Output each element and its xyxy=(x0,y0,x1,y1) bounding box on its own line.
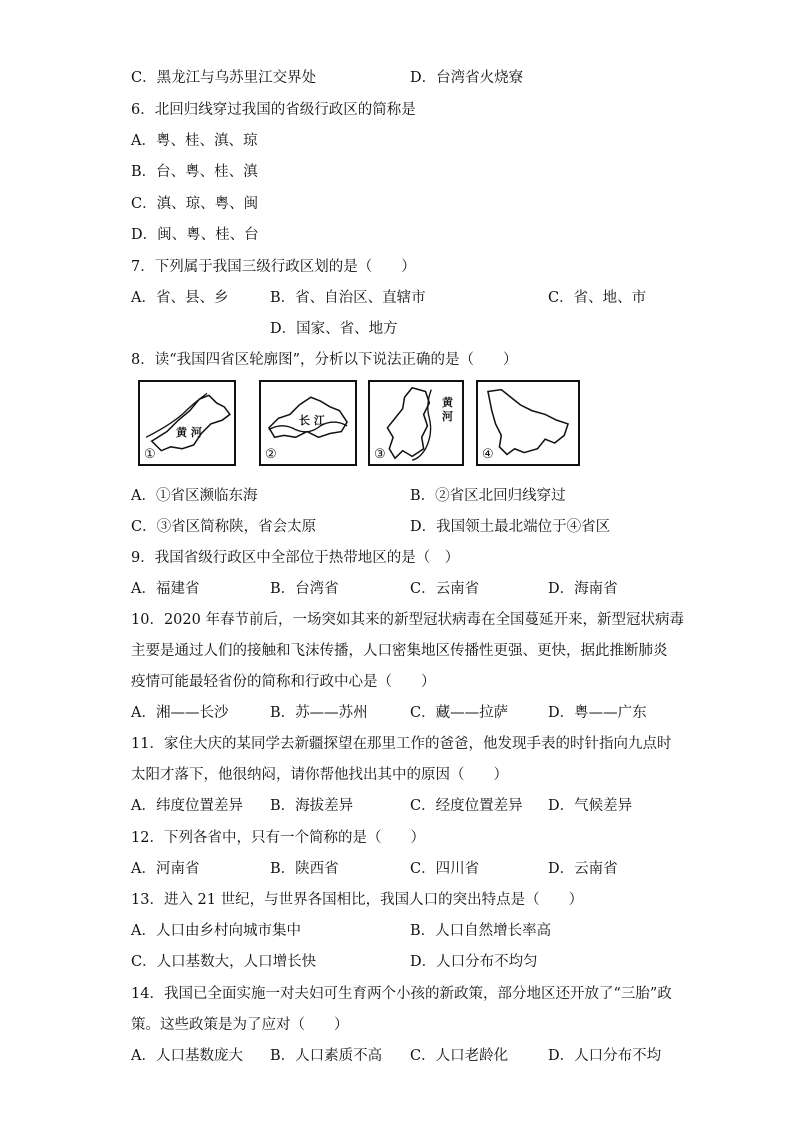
q5-option-d[interactable]: D．台湾省火烧寮 xyxy=(410,70,524,86)
map-2-river-label: 长 江 xyxy=(299,414,325,427)
province-outline-maps xyxy=(138,380,582,468)
q5-option-c[interactable]: C．黑龙江与乌苏里江交界处 xyxy=(131,70,317,86)
q6-option-c[interactable]: C．滇、琼、粤、闽 xyxy=(131,196,259,212)
map-3-number: ③ xyxy=(374,447,386,462)
q6-stem: 6．北回归线穿过我国的省级行政区的简称是 xyxy=(131,102,416,118)
q14-option-d[interactable]: D．人口分布不均 xyxy=(548,1048,662,1064)
q9-option-b[interactable]: B．台湾省 xyxy=(270,581,339,597)
q10-option-b[interactable]: B．苏——苏州 xyxy=(270,705,368,721)
q12-option-b[interactable]: B．陕西省 xyxy=(270,861,339,877)
q11-option-a[interactable]: A．纬度位置差异 xyxy=(131,798,243,814)
q8-option-d[interactable]: D．我国领土最北端位于④省区 xyxy=(410,519,611,535)
q12-option-a[interactable]: A．河南省 xyxy=(131,861,200,877)
q10-stem-line-2: 主要是通过人们的接触和飞沫传播，人口密集地区传播性更强、更快，据此推断肺炎 xyxy=(131,643,668,659)
q14-stem-line-2: 策。这些政策是为了应对（ ） xyxy=(131,1017,349,1033)
q8-option-b[interactable]: B．②省区北回归线穿过 xyxy=(410,488,566,504)
q10-stem-line-1: 10．2020 年春节前后，一场突如其来的新型冠状病毒在全国蔓延开来，新型冠状病毒 xyxy=(131,612,684,628)
q6-option-a[interactable]: A．粤、桂、滇、琼 xyxy=(131,133,258,149)
q8-option-a[interactable]: A．①省区濒临东海 xyxy=(131,488,258,504)
q6-option-b[interactable]: B．台、粤、桂、滇 xyxy=(131,164,258,180)
q12-option-c[interactable]: C．四川省 xyxy=(410,861,480,877)
province-map-2 xyxy=(259,380,357,466)
q14-stem-line-1: 14．我国已全面实施一对夫妇可生育两个小孩的新政策，部分地区还开放了“三胎”政 xyxy=(131,986,672,1002)
q7-option-a[interactable]: A．省、县、乡 xyxy=(131,290,229,306)
q7-stem: 7．下列属于我国三级行政区划的是（ ） xyxy=(131,259,416,275)
q12-stem: 12．下列各省中，只有一个简称的是（ ） xyxy=(131,830,425,846)
q10-option-a[interactable]: A．湘——长沙 xyxy=(131,705,229,721)
q9-option-a[interactable]: A．福建省 xyxy=(131,581,200,597)
q11-stem-line-2: 太阳才落下，他很纳闷，请你帮他找出其中的原因（ ） xyxy=(131,767,508,783)
q12-option-d[interactable]: D．云南省 xyxy=(548,861,618,877)
q7-option-b[interactable]: B．省、自治区、直辖市 xyxy=(270,290,426,306)
q10-stem-line-3: 疫情可能最轻省份的简称和行政中心是（ ） xyxy=(131,674,436,690)
q13-stem: 13．进入 21 世纪，与世界各国相比，我国人口的突出特点是（ ） xyxy=(131,892,584,908)
map-4-number: ④ xyxy=(482,447,494,462)
province-map-1 xyxy=(138,380,236,466)
q9-option-d[interactable]: D．海南省 xyxy=(548,581,618,597)
q13-option-c[interactable]: C．人口基数大，人口增长快 xyxy=(131,954,317,970)
q11-option-b[interactable]: B．海拔差异 xyxy=(270,798,354,814)
q13-option-d[interactable]: D．人口分布不均匀 xyxy=(410,954,538,970)
map-3-river-label: 黄河 xyxy=(442,396,453,423)
map-1-river-label: 黄 河 xyxy=(176,426,202,439)
q11-stem-line-1: 11．家住大庆的某同学去新疆探望在那里工作的爸爸，他发现手表的时针指向九点时 xyxy=(131,736,672,752)
q8-option-c[interactable]: C．③省区简称陕，省会太原 xyxy=(131,519,317,535)
province-map-4 xyxy=(476,380,580,466)
q13-option-b[interactable]: B．人口自然增长率高 xyxy=(410,923,552,939)
q13-option-a[interactable]: A．人口由乡村向城市集中 xyxy=(131,923,301,939)
q14-option-b[interactable]: B．人口素质不高 xyxy=(270,1048,383,1064)
map-2-number: ② xyxy=(265,447,277,462)
q11-option-c[interactable]: C．经度位置差异 xyxy=(410,798,523,814)
q7-option-d[interactable]: D．国家、省、地方 xyxy=(270,321,398,337)
q14-option-a[interactable]: A．人口基数庞大 xyxy=(131,1048,243,1064)
q9-option-c[interactable]: C．云南省 xyxy=(410,581,480,597)
map-1-number: ① xyxy=(144,447,156,462)
q10-option-d[interactable]: D．粤——广东 xyxy=(548,705,647,721)
province-map-3 xyxy=(368,380,464,466)
q8-stem: 8．读“我国四省区轮廓图”，分析以下说法正确的是（ ） xyxy=(131,352,518,368)
q14-option-c[interactable]: C．人口老龄化 xyxy=(410,1048,509,1064)
q7-option-c[interactable]: C．省、地、市 xyxy=(548,290,647,306)
q10-option-c[interactable]: C．藏——拉萨 xyxy=(410,705,509,721)
q6-option-d[interactable]: D．闽、粤、桂、台 xyxy=(131,227,259,243)
q9-stem: 9．我国省级行政区中全部位于热带地区的是（ ） xyxy=(131,550,460,566)
q11-option-d[interactable]: D．气候差异 xyxy=(548,798,633,814)
